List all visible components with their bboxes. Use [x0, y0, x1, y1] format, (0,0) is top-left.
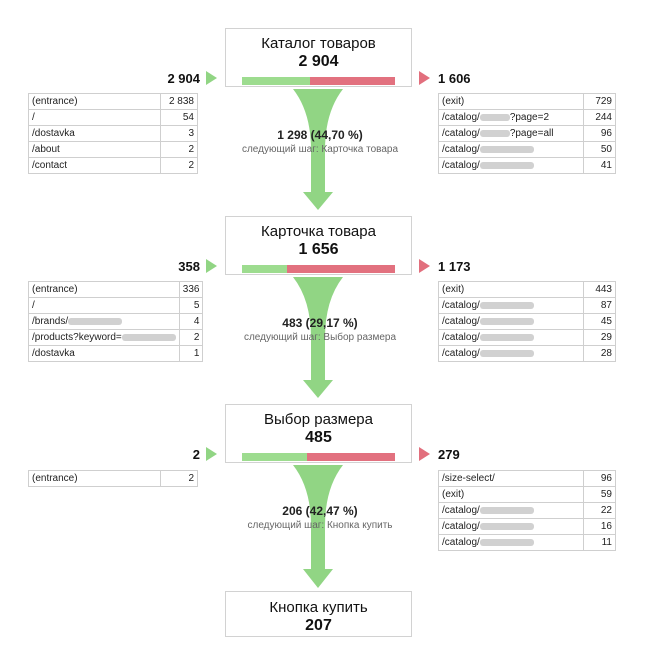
page-path: /dostavka: [29, 126, 161, 142]
page-value: 1: [179, 346, 203, 362]
page-value: 50: [584, 142, 616, 158]
continue-bar: [242, 265, 287, 273]
step-count: 485: [305, 429, 332, 446]
exit-bar: [307, 453, 395, 461]
step-count: 2 904: [298, 53, 339, 70]
funnel-step-size-select[interactable]: [225, 404, 412, 463]
table-row[interactable]: [439, 330, 616, 346]
page-value: 4: [179, 314, 203, 330]
table-row[interactable]: [29, 298, 203, 314]
table-row[interactable]: [439, 110, 616, 126]
redacted-segment: [480, 334, 534, 341]
page-path: (entrance): [29, 94, 161, 110]
exits-total: 1 173: [438, 259, 471, 274]
exit-bar: [310, 77, 395, 85]
entrances-total: 2: [192, 447, 200, 462]
page-value: 54: [161, 110, 198, 126]
page-path: /: [29, 110, 161, 126]
entrance-arrow-icon: [206, 259, 217, 273]
table-row[interactable]: [439, 519, 616, 535]
page-path: (entrance): [29, 282, 180, 298]
exits-total: 279: [438, 447, 460, 462]
funnel-step-product-card[interactable]: [225, 216, 412, 275]
table-row[interactable]: [439, 471, 616, 487]
entrances-table: [28, 281, 203, 362]
page-value: 96: [584, 471, 616, 487]
exit-arrow-icon: [419, 71, 430, 85]
page-value: 87: [584, 298, 616, 314]
table-row[interactable]: [439, 314, 616, 330]
page-value: 443: [584, 282, 616, 298]
table-row[interactable]: [439, 503, 616, 519]
redacted-segment: [480, 318, 534, 325]
page-path: /catalog/: [439, 314, 584, 330]
page-value: 2: [161, 142, 198, 158]
page-value: 29: [584, 330, 616, 346]
funnel-step-buy-button[interactable]: [225, 591, 412, 637]
page-value: 16: [584, 519, 616, 535]
page-value: 11: [584, 535, 616, 551]
conversion-info: [195, 504, 445, 532]
page-path: /catalog/: [439, 346, 584, 362]
next-step-label: следующий шаг: Выбор размера: [243, 332, 397, 343]
page-path: /catalog/: [439, 298, 584, 314]
page-path: /contact: [29, 158, 161, 174]
conversion-info: [195, 316, 445, 344]
page-path: /: [29, 298, 180, 314]
redacted-segment: [480, 350, 534, 357]
page-path: (exit): [439, 282, 584, 298]
conversion-count: 206 (42,47 %): [282, 504, 358, 518]
page-path: (exit): [439, 487, 584, 503]
redacted-segment: [480, 302, 534, 309]
page-path: /products?keyword=: [29, 330, 180, 346]
page-path: /dostavka: [29, 346, 180, 362]
page-value: 5: [179, 298, 203, 314]
page-path: (entrance): [29, 471, 161, 487]
step-name: Кнопка купить: [269, 599, 368, 616]
entrance-arrow-icon: [206, 71, 217, 85]
table-row[interactable]: [29, 110, 198, 126]
table-row[interactable]: [29, 142, 198, 158]
page-path: /brands/: [29, 314, 180, 330]
page-path: /catalog/: [439, 158, 584, 174]
page-path: /catalog/: [439, 503, 584, 519]
step-name: Карточка товара: [261, 223, 376, 240]
exits-table: [438, 470, 616, 551]
redacted-segment: [68, 318, 122, 325]
redacted-segment: [480, 507, 534, 514]
exits-total: 1 606: [438, 71, 471, 86]
exit-arrow-icon: [419, 259, 430, 273]
next-step-label: следующий шаг: Карточка товара: [241, 144, 399, 155]
exits-table: [438, 281, 616, 362]
page-value: 2: [161, 471, 198, 487]
table-row[interactable]: [29, 126, 198, 142]
page-value: 22: [584, 503, 616, 519]
funnel-step-catalog[interactable]: [225, 28, 412, 87]
conversion-count: 1 298 (44,70 %): [277, 128, 363, 142]
redacted-segment: [480, 539, 534, 546]
entrances-total: 358: [178, 259, 200, 274]
step-bar: [242, 265, 395, 273]
entrances-table: [28, 470, 198, 487]
entrances-table: [28, 93, 198, 174]
redacted-segment: [480, 523, 534, 530]
table-row[interactable]: [29, 94, 198, 110]
table-row[interactable]: [439, 346, 616, 362]
page-path: /catalog/: [439, 330, 584, 346]
page-value: 3: [161, 126, 198, 142]
page-value: 2: [179, 330, 203, 346]
table-row[interactable]: [29, 471, 198, 487]
table-row[interactable]: [439, 158, 616, 174]
table-row[interactable]: [439, 282, 616, 298]
step-bar: [242, 77, 395, 85]
page-path: /size-select/: [439, 471, 584, 487]
table-row[interactable]: [439, 126, 616, 142]
exit-arrow-icon: [419, 447, 430, 461]
entrance-arrow-icon: [206, 447, 217, 461]
page-value: 244: [584, 110, 616, 126]
redacted-segment: [480, 146, 534, 153]
table-row[interactable]: [439, 94, 616, 110]
step-bar: [242, 453, 395, 461]
page-value: 59: [584, 487, 616, 503]
table-row[interactable]: [439, 535, 616, 551]
entrances-total: 2 904: [167, 71, 200, 86]
page-path: /catalog/ ?page=2: [439, 110, 584, 126]
page-value: 2: [161, 158, 198, 174]
redacted-segment: [122, 334, 176, 341]
exits-table: [438, 93, 616, 174]
table-row[interactable]: [439, 487, 616, 503]
step-count: 1 656: [298, 241, 339, 258]
conversion-count: 483 (29,17 %): [282, 316, 358, 330]
exit-bar: [287, 265, 395, 273]
continue-bar: [242, 77, 310, 85]
page-path: /catalog/: [439, 519, 584, 535]
table-row[interactable]: [439, 298, 616, 314]
table-row[interactable]: [29, 346, 203, 362]
conversion-info: [195, 128, 445, 156]
page-path: /catalog/: [439, 535, 584, 551]
redacted-segment: [480, 114, 510, 121]
page-value: 2 838: [161, 94, 198, 110]
page-value: 28: [584, 346, 616, 362]
page-value: 45: [584, 314, 616, 330]
page-value: 729: [584, 94, 616, 110]
table-row[interactable]: [29, 330, 203, 346]
page-path: /catalog/ ?page=all: [439, 126, 584, 142]
page-value: 336: [179, 282, 203, 298]
continue-bar: [242, 453, 307, 461]
table-row[interactable]: [439, 142, 616, 158]
step-name: Выбор размера: [264, 411, 373, 428]
table-row[interactable]: [29, 158, 198, 174]
redacted-segment: [480, 162, 534, 169]
page-path: (exit): [439, 94, 584, 110]
page-path: /catalog/: [439, 142, 584, 158]
page-value: 96: [584, 126, 616, 142]
table-row[interactable]: [29, 314, 203, 330]
table-row[interactable]: [29, 282, 203, 298]
step-name: Каталог товаров: [261, 35, 376, 52]
redacted-segment: [480, 130, 510, 137]
page-value: 41: [584, 158, 616, 174]
step-count: 207: [305, 617, 332, 634]
next-step-label: следующий шаг: Кнопка купить: [247, 520, 393, 531]
page-path: /about: [29, 142, 161, 158]
